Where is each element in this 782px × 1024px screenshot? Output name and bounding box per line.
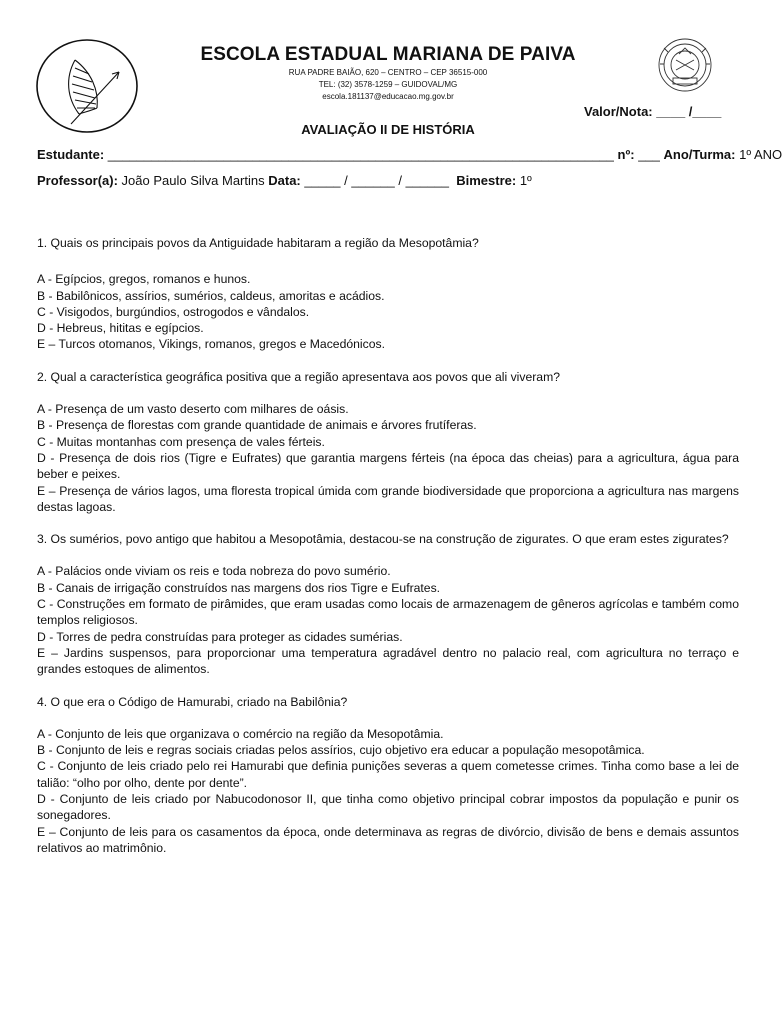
option-c[interactable]: C - Muitas montanhas com presença de vales férteis. xyxy=(37,434,325,449)
option-e[interactable]: E – Conjunto de leis para os casamentos da época, onde determinava as regras de divórcio, divisão de bens e demais assuntos relativos ao matrimônio. xyxy=(37,824,739,855)
number-field[interactable]: ___ xyxy=(638,147,660,162)
question-4: 4. O que era o Código de Hamurabi, criado na Babilônia? xyxy=(37,694,348,709)
teacher-label: Professor(a): xyxy=(37,173,118,188)
question-3-options xyxy=(37,563,739,677)
option-c[interactable]: C - Construções em formato de pirâmides, que eram usadas como locais de armazenagem de gêneros agrícolas e também como templos religiosos. xyxy=(37,597,739,628)
teacher-info-row xyxy=(37,173,532,188)
school-logo xyxy=(35,38,139,134)
bimester-value: 1º xyxy=(519,173,532,188)
grade-label: Valor/Nota: xyxy=(584,104,653,119)
feather-arrow-emblem-icon xyxy=(35,38,139,134)
option-c[interactable]: C - Visigodos, burgúndios, ostrogodos e vândalos. xyxy=(37,304,310,319)
option-d[interactable]: D - Presença de dois rios (Tigre e Eufrates) que garantia margens férteis (na época das cheias) para a agricultura, água para beber e peixes. xyxy=(37,450,739,482)
student-name-field[interactable]: ______________________________________________________________________ xyxy=(107,147,614,162)
question-1: 1. Quais os principais povos da Antiguidade habitaram a região da Mesopotâmia? xyxy=(37,236,479,250)
question-2: 2. Qual a característica geográfica positiva que a região apresentava aos povos que ali viveram? xyxy=(37,369,561,384)
option-d[interactable]: D - Torres de pedra construídas para proteger as cidades sumérias. xyxy=(37,629,403,644)
option-a[interactable]: A - Palácios onde viviam os reis e toda nobreza do povo sumério. xyxy=(37,564,391,579)
option-d[interactable]: D - Hebreus, hititas e egípcios. xyxy=(37,321,204,336)
school-name: ESCOLA ESTADUAL MARIANA DE PAIVA xyxy=(200,44,576,65)
option-e[interactable]: E – Presença de vários lagos, uma floresta tropical úmida com grande biodiversidade que proporciona a agricultura nas margens destas lagoas. xyxy=(37,483,739,514)
question-2-options xyxy=(37,401,739,515)
option-c[interactable]: C - Conjunto de leis criado pelo rei Hamurabi que definia punições severas a quem cometesse crimes. Tinha como base a lei de talião: “olho por olho, dente por dente”. xyxy=(37,759,739,790)
date-field[interactable]: _____ / ______ / ______ xyxy=(304,173,449,188)
option-b[interactable]: B - Canais de irrigação construídos nas margens dos rios Tigre e Eufrates. xyxy=(37,580,441,595)
option-b[interactable]: B - Conjunto de leis e regras sociais criadas pelos assírios, cujo objetivo era educar a população mesopotâmica. xyxy=(37,743,645,758)
grade-blank[interactable]: ____ /____ xyxy=(656,104,722,119)
question-3: 3. Os sumérios, povo antigo que habitou a Mesopotâmia, destacou-se na construção de zigurates. O que eram estes zigurates? xyxy=(37,532,729,547)
state-coat-of-arms-icon xyxy=(652,36,718,96)
class-value: 1º ANO xyxy=(739,147,782,162)
school-address: RUA PADRE BAIÃO, 620 – CENTRO – CEP 36515-000 xyxy=(288,68,488,77)
question-1-options xyxy=(37,271,739,352)
bimester-label: Bimestre: xyxy=(456,173,517,188)
question-4-options xyxy=(37,726,739,856)
class-label: Ano/Turma: xyxy=(663,147,736,162)
grade-field xyxy=(584,104,721,119)
option-d[interactable]: D - Conjunto de leis criado por Nabucodonosor II, que tinha como objetivo principal cobrar impostos da população e punir os sonegadores. xyxy=(37,792,739,823)
student-info-row xyxy=(37,147,782,162)
option-a[interactable]: A - Egípcios, gregos, romanos e hunos. xyxy=(37,272,251,287)
student-label: Estudante: xyxy=(37,147,105,162)
exam-title: AVALIAÇÃO II DE HISTÓRIA xyxy=(301,122,475,137)
option-a[interactable]: A - Presença de um vasto deserto com milhares de oásis. xyxy=(37,402,349,417)
school-email: escola.181137@educacao.mg.gov.br xyxy=(322,92,454,101)
option-e[interactable]: E – Turcos otomanos, Vikings, romanos, gregos e Macedónicos. xyxy=(37,337,385,352)
questions-section xyxy=(37,235,739,872)
state-coat-of-arms xyxy=(652,36,718,96)
number-label: nº: xyxy=(617,147,635,162)
option-e[interactable]: E – Jardins suspensos, para proporcionar uma temperatura agradável dentro no palacio real, com agricultura no terraço e grandes estoques de alimentos. xyxy=(37,645,739,677)
school-phone: TEL: (32) 3578-1259 – GUIDOVAL/MG xyxy=(318,80,458,89)
option-a[interactable]: A - Conjunto de leis que organizava o comércio na região da Mesopotâmia. xyxy=(37,726,444,741)
option-b[interactable]: B - Presença de florestas com grande quantidade de animais e árvores frutíferas. xyxy=(37,418,477,433)
date-label: Data: xyxy=(268,173,301,188)
teacher-name: João Paulo Silva Martins xyxy=(121,173,265,188)
option-b[interactable]: B - Babilônicos, assírios, sumérios, caldeus, amoritas e acádios. xyxy=(37,288,385,303)
